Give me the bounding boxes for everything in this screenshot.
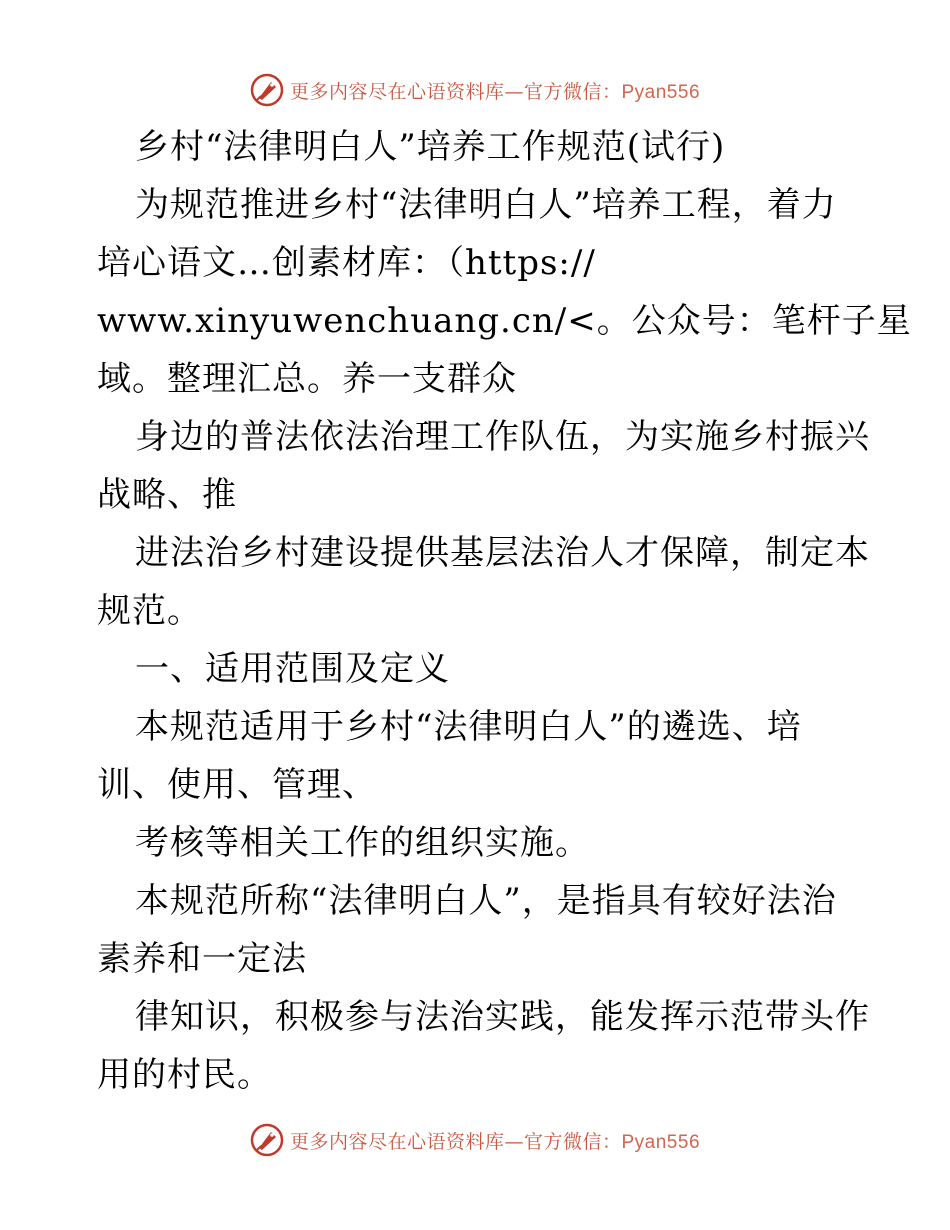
document-line: 一、适用范围及定义 — [135, 649, 450, 689]
document-line: 域。整理汇总。养一支群众 — [97, 359, 517, 399]
document-line: 规范。 — [97, 591, 202, 631]
banner-wechat-id: Pyan556 — [621, 1131, 701, 1153]
pen-nib-logo-icon — [250, 1123, 284, 1157]
pen-nib-logo-icon — [250, 73, 284, 107]
document-line: 培心语文…创素材库：（https:// — [97, 243, 596, 283]
document-line: 战略、推 — [97, 475, 237, 515]
banner-slogan: 更多内容尽在心语资料库—官方微信： — [289, 1130, 622, 1153]
document-line: 本规范所称“法律明白人”，是指具有较好法治 — [135, 881, 837, 921]
document-line: 训、使用、管理、 — [97, 765, 377, 805]
document-line: 乡村“法律明白人”培养工作规范(试行) — [135, 127, 726, 167]
header-banner — [0, 70, 950, 110]
banner-wechat-id: Pyan556 — [621, 81, 701, 103]
banner-text — [290, 77, 700, 104]
document-line: 身边的普法依法治理工作队伍，为实施乡村振兴 — [135, 417, 870, 457]
document-line: www.xinyuwenchuang.cn/<。公众号：笔杆子星 — [97, 301, 912, 341]
document-line: 本规范适用于乡村“法律明白人”的遴选、培 — [135, 707, 802, 747]
banner-text — [290, 1127, 700, 1154]
footer-banner — [0, 1120, 950, 1160]
document-line: 用的村民。 — [97, 1055, 272, 1095]
banner-slogan: 更多内容尽在心语资料库—官方微信： — [289, 80, 622, 103]
document-line: 进法治乡村建设提供基层法治人才保障，制定本 — [135, 533, 870, 573]
document-body — [97, 118, 912, 1104]
document-line: 律知识，积极参与法治实践，能发挥示范带头作 — [135, 997, 870, 1037]
document-line: 为规范推进乡村“法律明白人”培养工程，着力 — [135, 185, 837, 225]
document-line: 素养和一定法 — [97, 939, 307, 979]
document-line: 考核等相关工作的组织实施。 — [135, 823, 590, 863]
